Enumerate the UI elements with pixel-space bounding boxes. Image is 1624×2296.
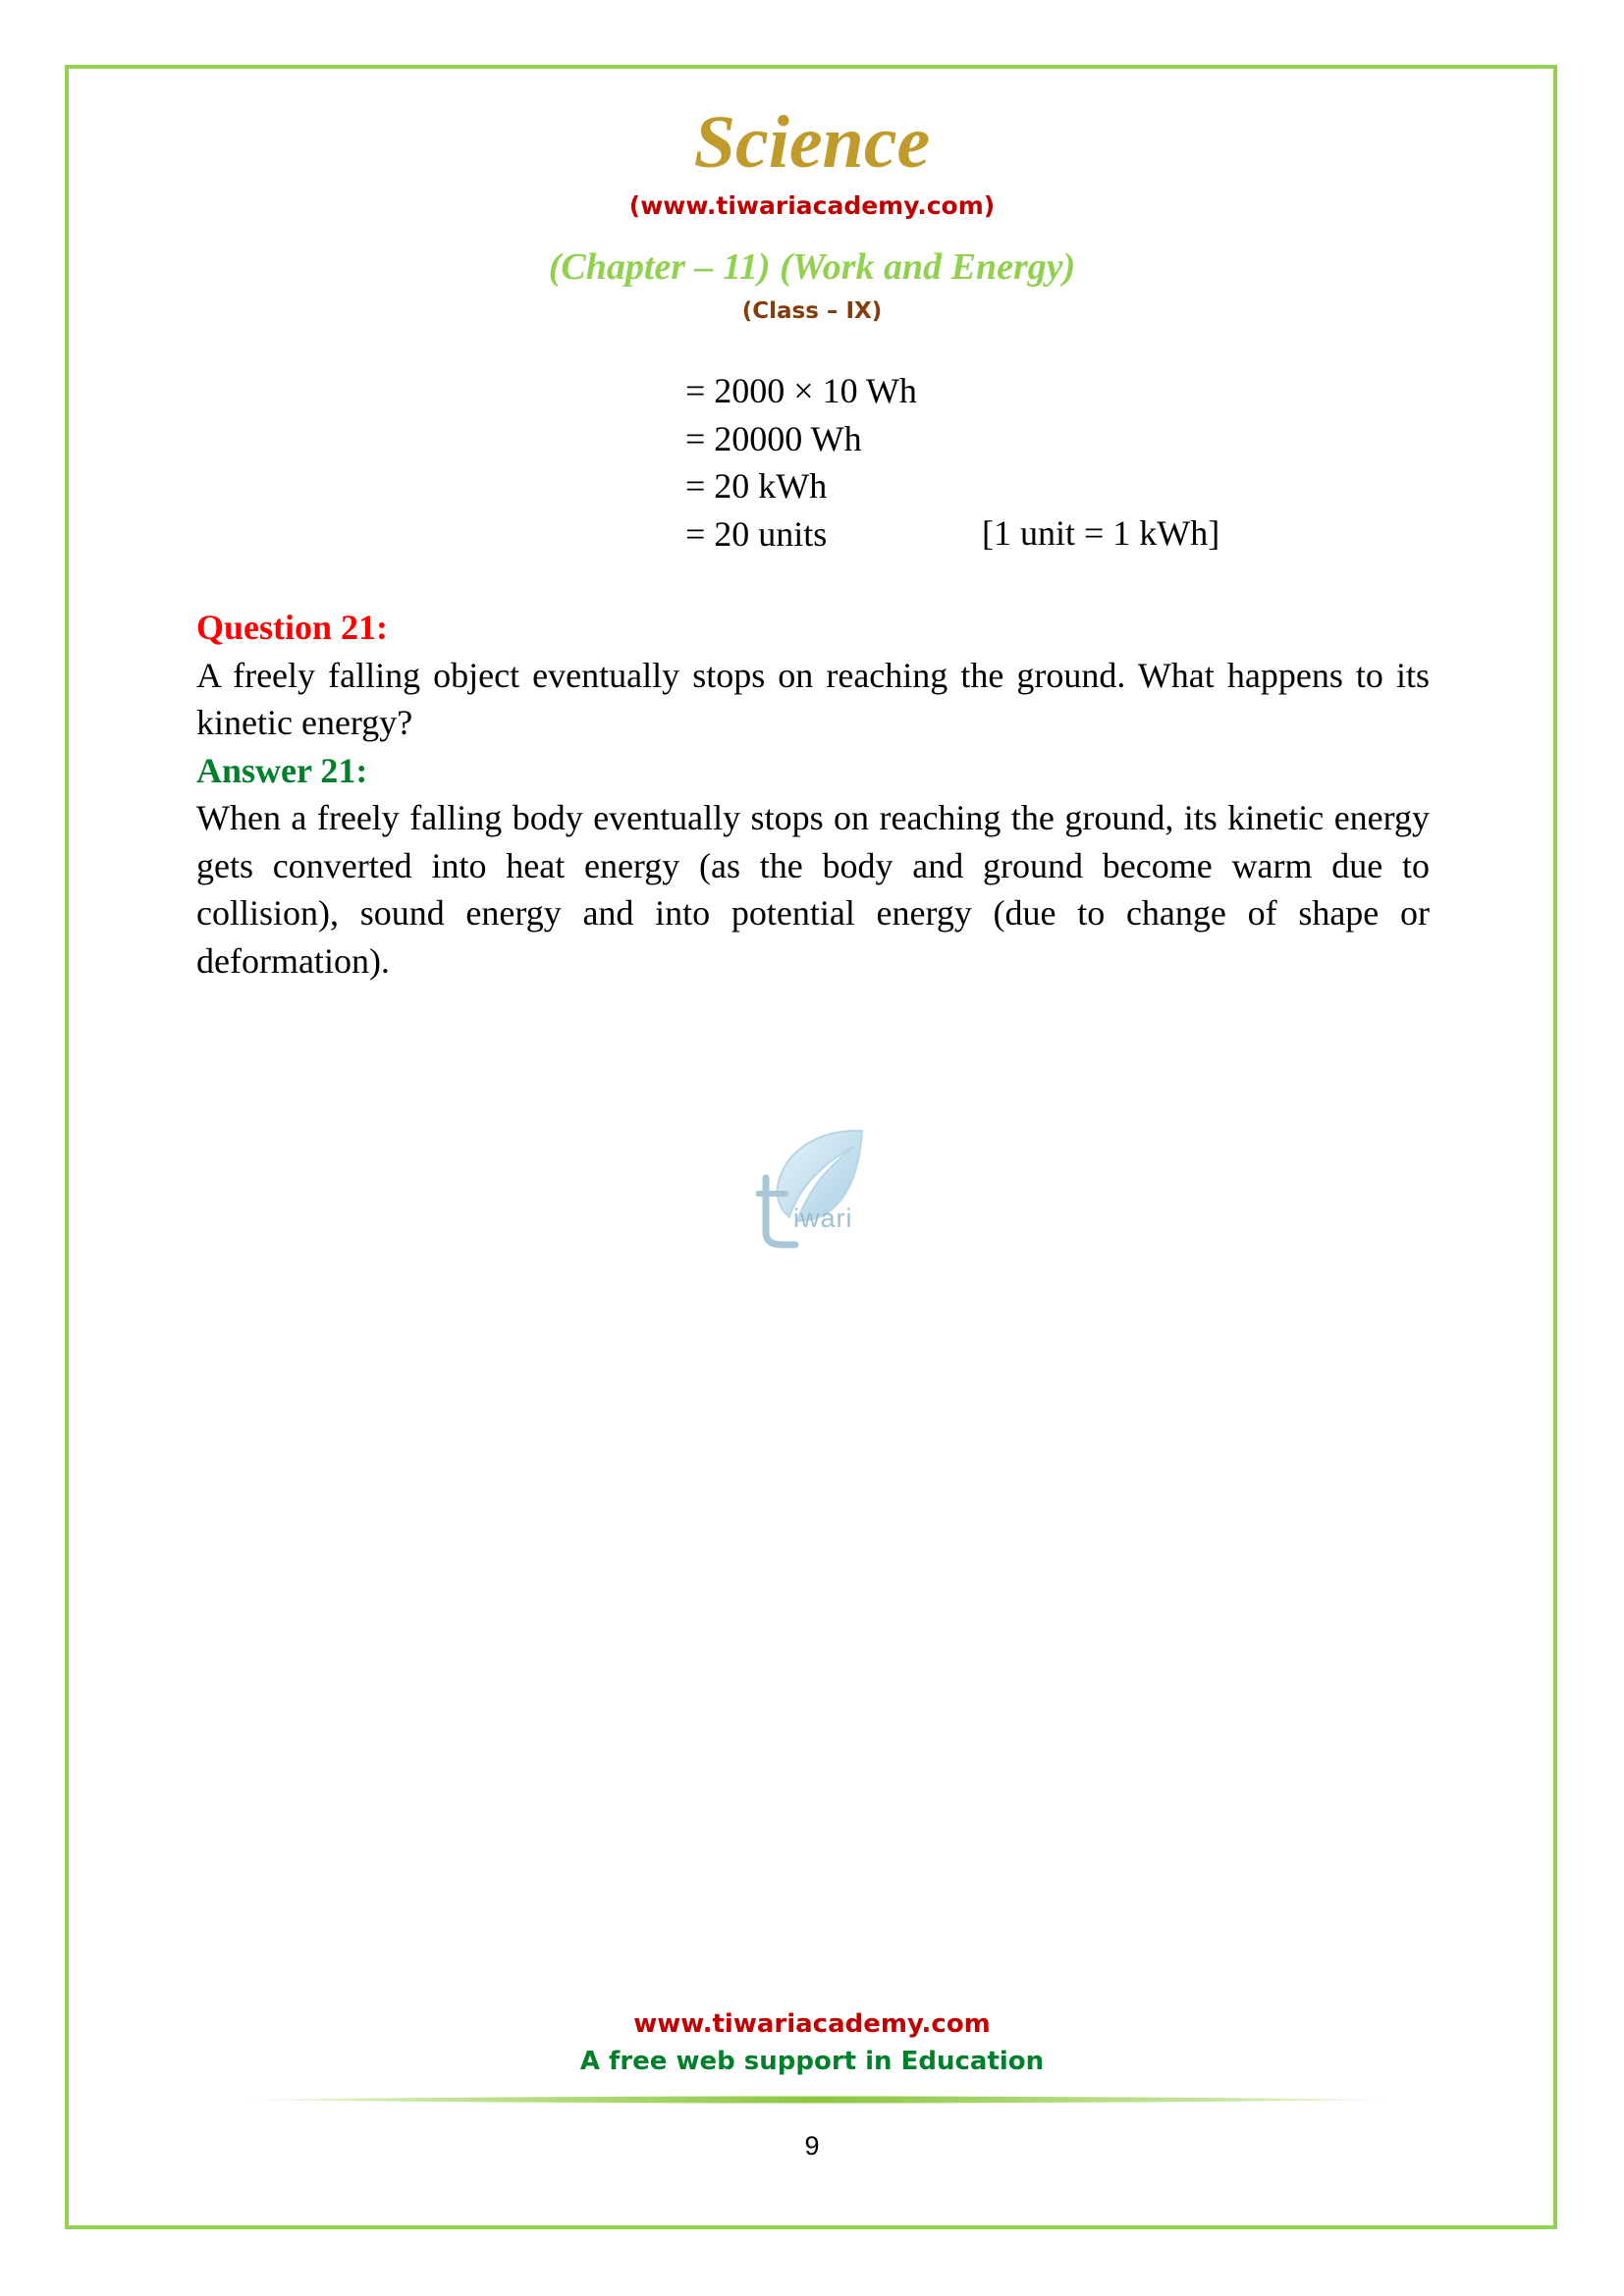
calculation-line: = 20 kWh xyxy=(685,466,828,506)
question-text: A freely falling object eventually stops on reaching the ground. What happens to its kinetic energy? xyxy=(196,655,1430,742)
footer-url: www.tiwariacademy.com xyxy=(633,2009,991,2039)
watermark-text: iwari xyxy=(793,1203,853,1233)
footer-divider xyxy=(232,2095,1404,2105)
calculation-line: = 2000 × 10 Wh xyxy=(685,371,917,410)
page-number: 9 xyxy=(804,2131,820,2161)
unit-note: [1 unit = 1 kWh] xyxy=(982,513,1220,553)
calculation-line: = 20000 Wh xyxy=(685,418,862,458)
answer-text: When a freely falling body eventually stops on reaching the ground, its kinetic energy gets converted into heat energy (as the body and ground become warm due to collision), sound energy and into potential energy (due to change of shape or deformation). xyxy=(196,798,1430,981)
calculation-block xyxy=(685,367,917,558)
header-website: (www.tiwariacademy.com) xyxy=(628,191,996,220)
answer-heading: Answer 21: xyxy=(196,750,368,790)
page-title: Science xyxy=(693,101,931,184)
question-heading: Question 21: xyxy=(196,608,389,647)
question-answer-block xyxy=(196,604,1430,985)
footer-tagline: A free web support in Education xyxy=(579,2047,1045,2076)
calculation-line: = 20 units xyxy=(685,513,828,554)
class-label: (Class – IX) xyxy=(741,298,883,324)
chapter-heading: (Chapter – 11) (Work and Energy) xyxy=(548,246,1076,288)
